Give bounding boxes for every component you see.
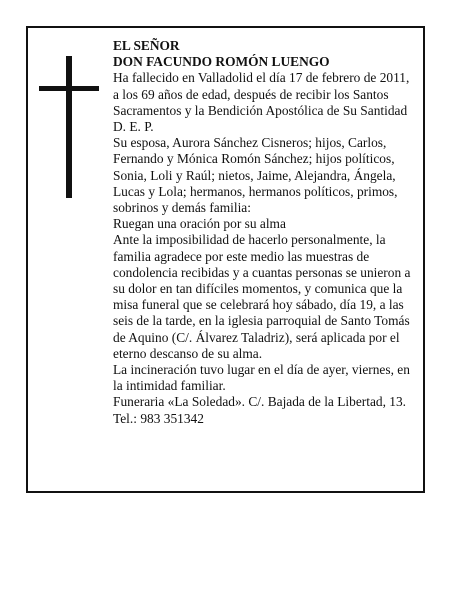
text-line: eterno descanso de su alma. xyxy=(113,345,263,361)
title-line-2: DON FACUNDO ROMÓN LUENGO xyxy=(113,54,330,70)
text-line: La incineración tuvo lugar en el día de ayer, viernes, en xyxy=(113,362,410,378)
funeral-mass-info xyxy=(113,232,423,362)
text-line: su dolor en tan difíciles momentos, y comunica que la xyxy=(113,281,403,297)
text-line: Su esposa, Aurora Sánchez Cisneros; hijos, Carlos, xyxy=(113,135,387,151)
text-line: Funeraria «La Soledad». C/. Bajada de la Libertad, 13. xyxy=(113,394,407,410)
obituary-text xyxy=(113,38,423,427)
text-line: Ante la imposibilidad de hacerlo personalmente, la xyxy=(113,232,386,248)
cremation-info xyxy=(113,362,423,394)
death-announcement xyxy=(113,70,423,135)
text-line: a los 69 años de edad, después de recibir los Santos xyxy=(113,86,389,102)
text-line: D. E. P. xyxy=(113,119,154,135)
cross-vertical-bar xyxy=(66,56,72,198)
text-line: Fernando y Mónica Romón Sánchez; hijos políticos, xyxy=(113,151,395,167)
text-line: condolencia recibidas y a cuantas personas se unieron a xyxy=(113,264,411,280)
text-line: Tel.: 983 351342 xyxy=(113,410,204,426)
text-line: Sacramentos y la Bendición Apostólica de Su Santidad xyxy=(113,102,408,118)
cross-horizontal-bar xyxy=(39,86,99,91)
family-list xyxy=(113,135,423,216)
text-line: familia agradece por este medio las muestras de xyxy=(113,248,370,264)
prayer-request: Ruegan una oración por su alma xyxy=(113,216,286,232)
text-line: Sonia, Loli y Raúl; nietos, Jaime, Alejandra, Ángela, xyxy=(113,167,396,183)
text-line: Ha fallecido en Valladolid el día 17 de febrero de 2011, xyxy=(113,70,410,86)
text-line: la intimidad familiar. xyxy=(113,378,226,394)
cross-icon xyxy=(39,56,99,198)
text-line: misa funeral que se celebrará hoy sábado, día 19, a las xyxy=(113,297,404,313)
text-line: de Aquino (C/. Álvarez Taladriz), será aplicada por el xyxy=(113,329,400,345)
text-line: seis de la tarde, en la iglesia parroquial de Santo Tomás xyxy=(113,313,410,329)
funeral-home-info xyxy=(113,394,423,426)
title-line-1: EL SEÑOR xyxy=(113,38,180,53)
text-line: sobrinos y demás familia: xyxy=(113,200,251,216)
text-line: Lucas y Lola; hermanos, hermanos políticos, primos, xyxy=(113,183,398,199)
